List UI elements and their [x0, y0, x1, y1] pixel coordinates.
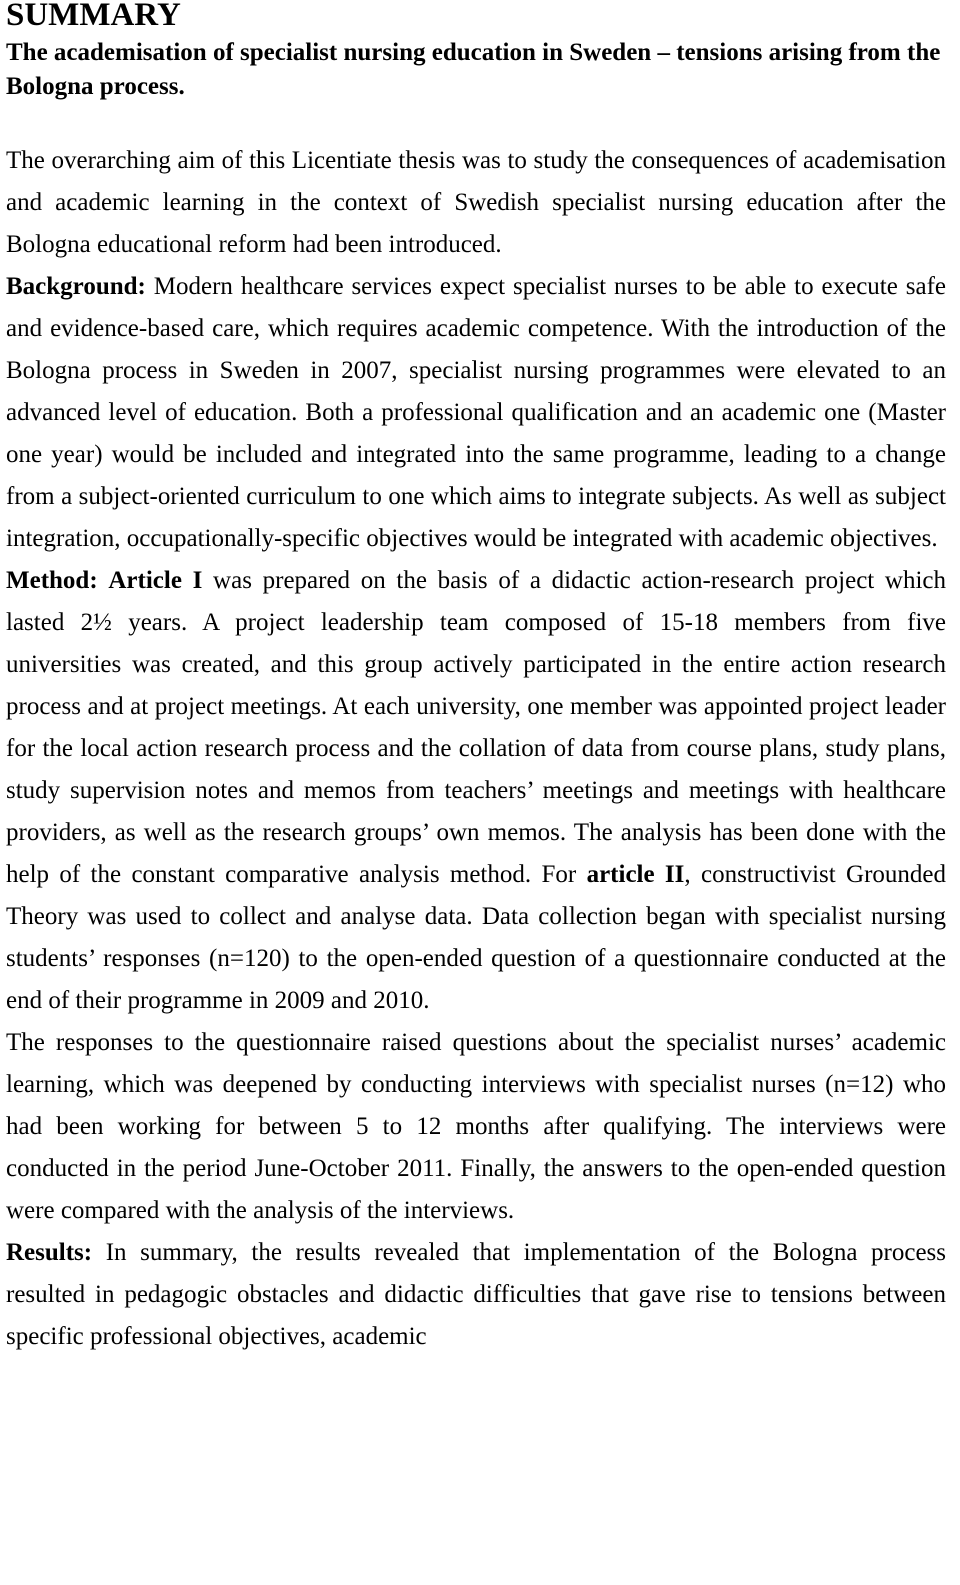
article-two-ref: article II: [586, 861, 685, 888]
summary-heading: SUMMARY: [6, 0, 181, 33]
method-text-3: The responses to the questionnaire raised questions about the specialist nurses’ academic learning, which was deepened by conducting interviews with specialist nurses (n=12) who had been working for between 5 to 12 months after qualifying. The interviews were conducted in the period June-October 2011. Finally, the answers to the open-ended question were compared with the analysis of the interviews.: [6, 1029, 946, 1224]
background-text: Modern healthcare services expect specialist nurses to be able to execute safe and evidence-based care, which requires academic competence. With the introduction of the Bologna process in Sweden in 2007, specialist nursing programmes were elevated to an advanced level of education. Both a professional qualification and an academic one (Master one year) would be included and integrated into the same programme, leading to a change from a subject-oriented curriculum to one which aims to integrate subjects. As well as subject integration, occupationally-specific objectives would be integrated with academic objectives.: [6, 273, 947, 552]
method-paragraph: [6, 560, 946, 1022]
method-paragraph-continued: [6, 1022, 946, 1232]
article-one-ref: Article I: [108, 567, 203, 594]
method-text-1: was prepared on the basis of a didactic action-research project which lasted 2½ years. A project leadership team composed of 15-18 members from five universities was created, and this group actively participated in the entire action research process and at project meetings. At each university, one member was appointed project leader for the local action research process and the collation of data from course plans, study plans, study supervision notes and memos from teachers’ meetings and meetings with healthcare providers, as well as the research groups’ own memos. The analysis has been done with the help of the constant comparative analysis method. For: [6, 567, 947, 888]
intro-paragraph: [6, 140, 946, 266]
background-paragraph: [6, 266, 946, 560]
method-text-2: , constructivist Grounded Theory was used to collect and analyse data. Data collection began with specialist nursing students’ responses (n=120) to the open-ended question of a questionnaire conducted at the end of their programme in 2009 and 2010.: [6, 861, 947, 1014]
results-paragraph: [6, 1232, 946, 1358]
background-label: Background:: [6, 273, 146, 300]
results-text: In summary, the results revealed that implementation of the Bologna process resulted in pedagogic obstacles and didactic difficulties that gave rise to tensions between specific professional objectives, academic: [6, 1239, 947, 1350]
results-label: Results:: [6, 1239, 93, 1266]
intro-text: The overarching aim of this Licentiate thesis was to study the consequences of academisation and academic learning in the context of Swedish specialist nursing education after the Bologna educational reform had been introduced.: [6, 147, 946, 258]
method-label: Method:: [6, 567, 98, 594]
document-title: The academisation of specialist nursing education in Sweden – tensions arising from the Bologna process.: [6, 39, 941, 100]
